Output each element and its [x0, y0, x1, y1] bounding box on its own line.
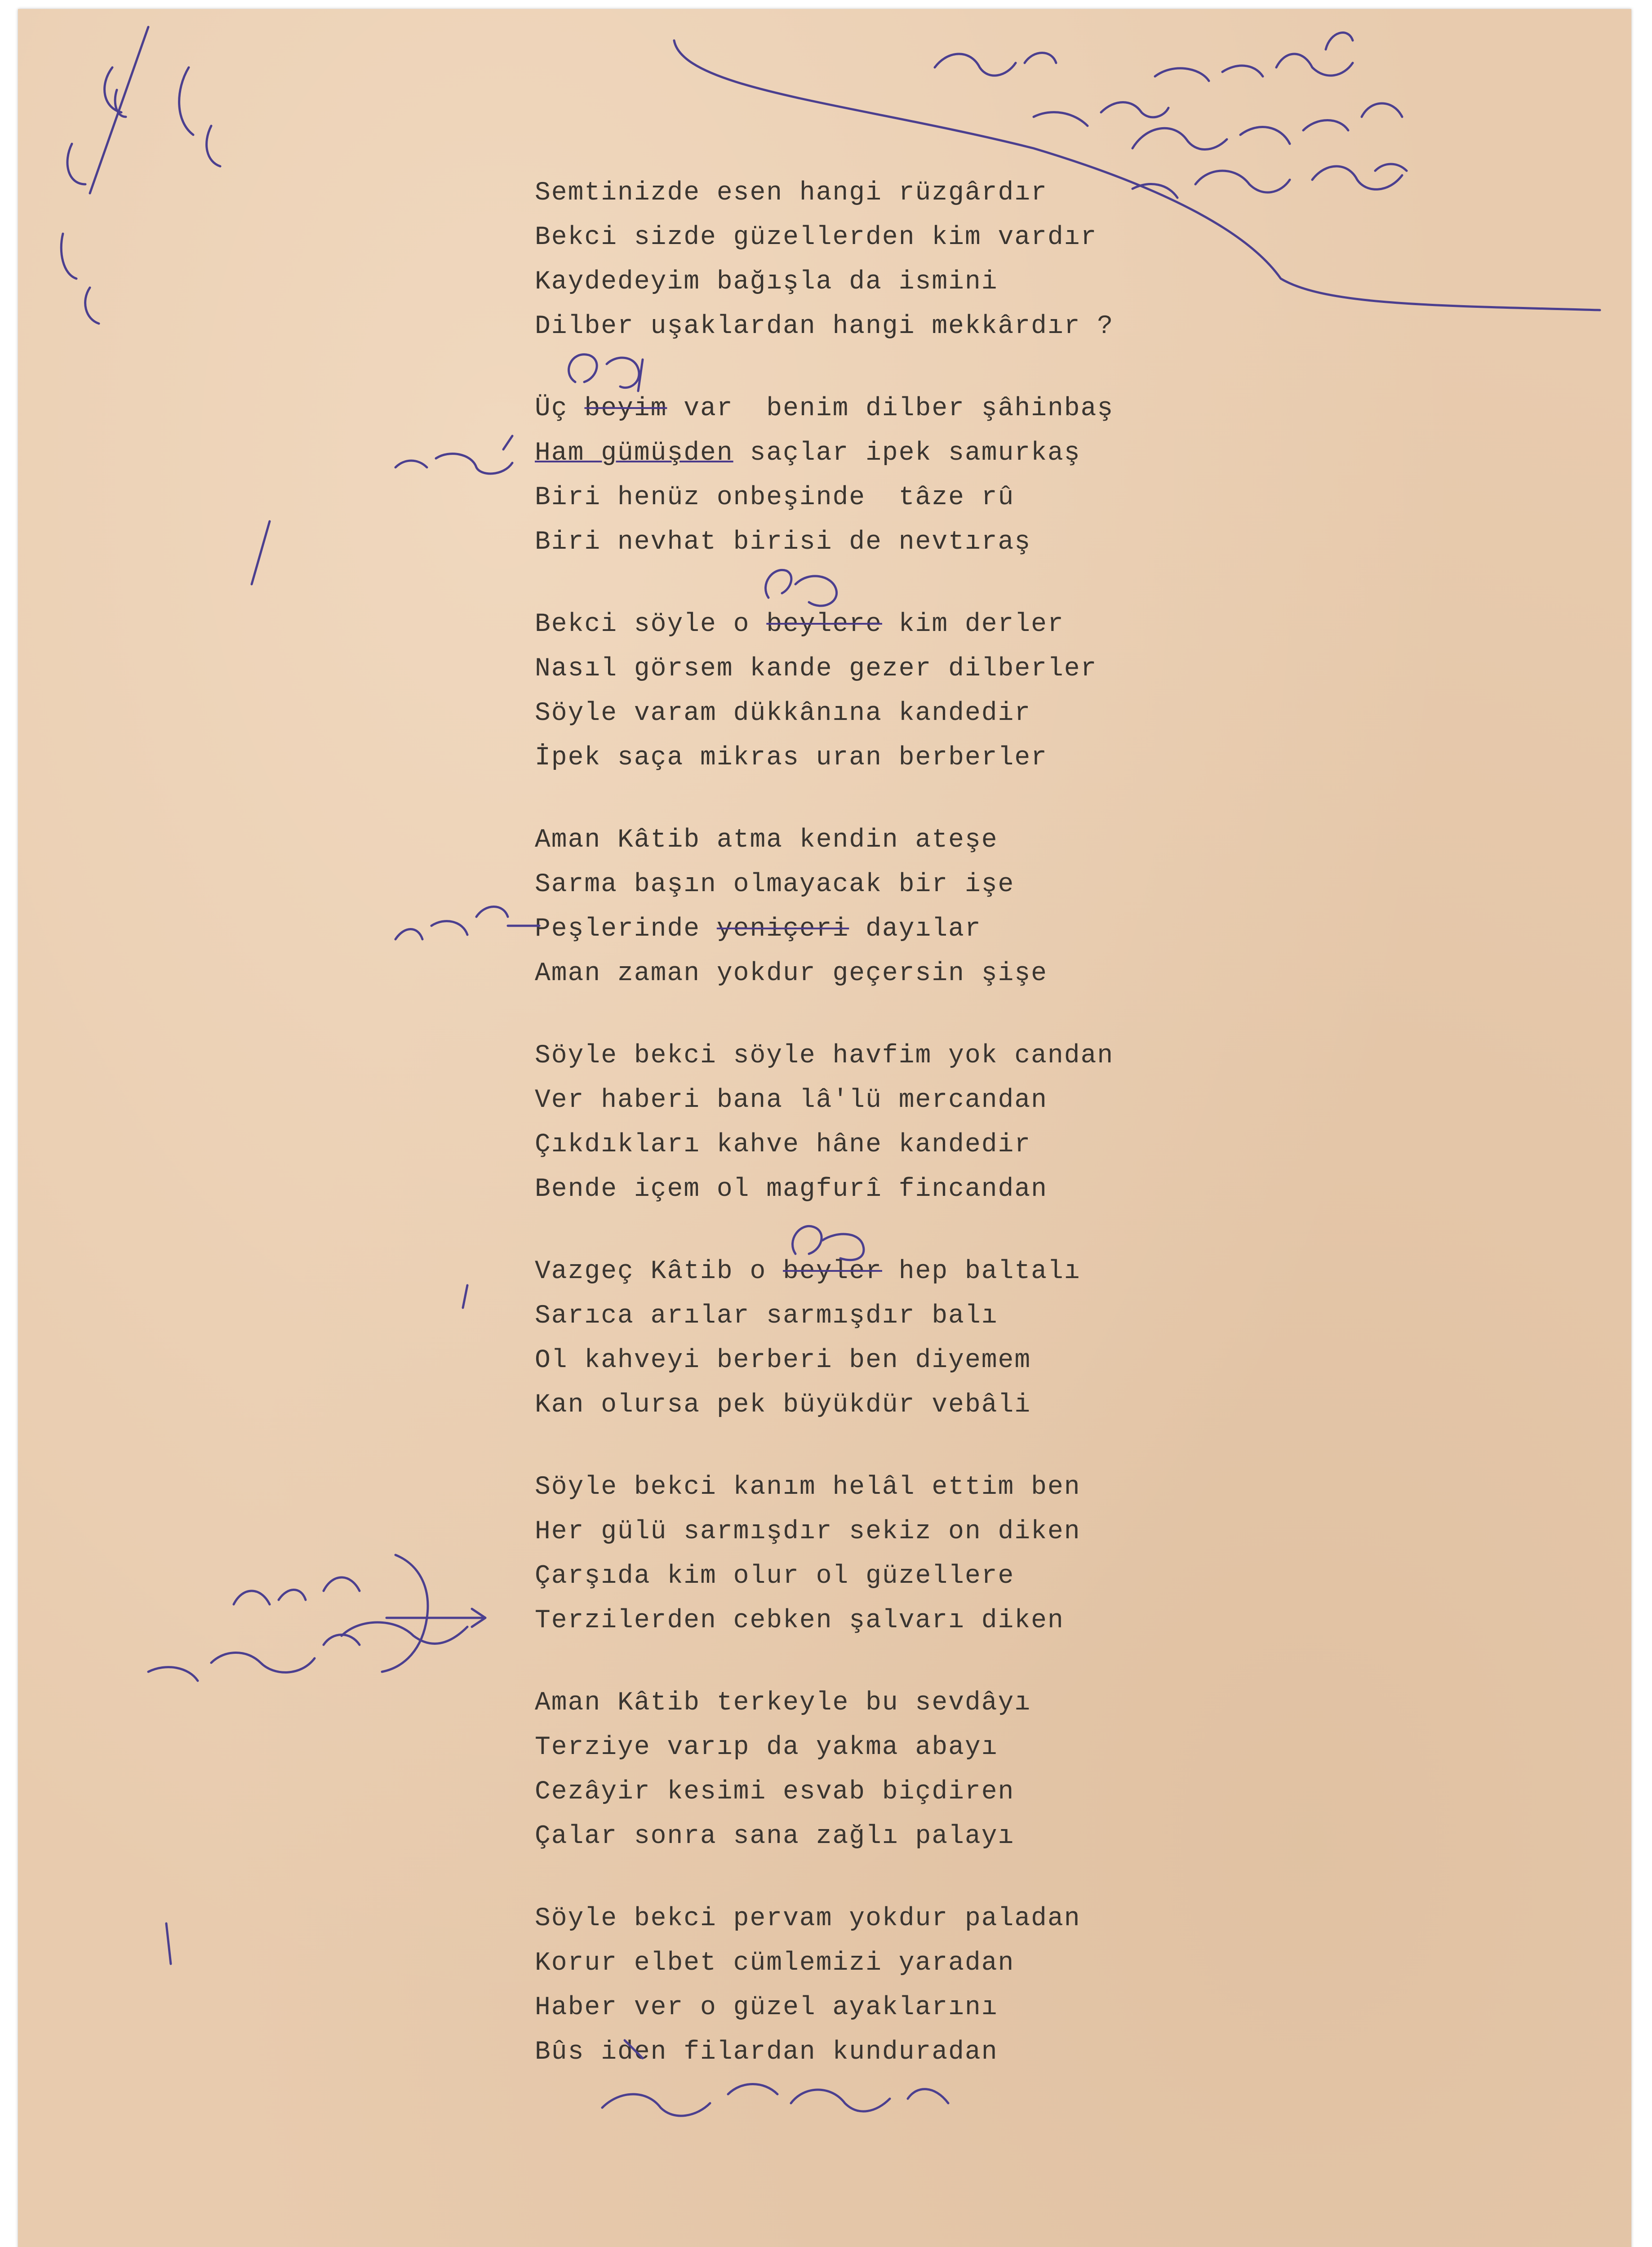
line-text: hep baltalı	[882, 1257, 1081, 1286]
poem-line: Semtinizde esen hangi rüzgârdır	[535, 178, 1048, 208]
poem-line: Terzilerden cebken şalvarı diken	[535, 1606, 1064, 1635]
poem-line: Korur elbet cümlemizi yaradan	[535, 1949, 1015, 1978]
poem-line: Biri henüz onbeşinde tâze rû	[535, 483, 1015, 512]
poem-line: Sarma başın olmayacak bir işe	[535, 870, 1015, 899]
margin-tick-1	[252, 521, 270, 584]
poem-line: Söyle bekci kanım helâl ettim ben	[535, 1473, 1081, 1502]
annotation-left-top	[61, 27, 220, 324]
poem-line: İpek saça mikras uran berberler	[535, 743, 1048, 773]
correction-beyim	[569, 355, 643, 391]
annotation-top-right-scribbles	[935, 33, 1407, 198]
arrow-icon	[386, 1609, 485, 1627]
poem-line: Aman Kâtib terkeyle bu sevdâyı	[535, 1688, 1031, 1718]
line-text: saçlar ipek samurkaş	[733, 439, 1081, 468]
underlined-phrase: Ham gümüşden	[535, 439, 733, 468]
struck-word: beyler	[783, 1257, 882, 1286]
struck-word: beyim	[584, 394, 667, 423]
margin-note-yeniceri	[395, 907, 539, 940]
poem-line: Ver haberi bana lâ'lü mercandan	[535, 1086, 1048, 1115]
line-text: Peşlerinde	[535, 915, 717, 944]
annotation-arc-top	[674, 40, 1600, 310]
poem-line: Söyle bekci pervam yokdur paladan	[535, 1904, 1081, 1933]
poem-line: Bekci sizde güzellerden kim vardır	[535, 223, 1097, 252]
margin-tick-2	[463, 1285, 467, 1308]
poem-line: Biri nevhat birisi de nevtıraş	[535, 528, 1031, 557]
poem-line: Bende içem ol magfurî fincandan	[535, 1175, 1048, 1204]
poem-line: Sarıca arılar sarmışdır balı	[535, 1301, 998, 1331]
annotation-arrow-note	[148, 1555, 485, 1681]
struck-word: yeniçeri	[716, 915, 849, 944]
poem-line: Aman zaman yokdur geçersin şişe	[535, 959, 1048, 988]
poem-line: Her gülü sarmışdır sekiz on diken	[535, 1517, 1081, 1546]
margin-note-ham	[395, 436, 512, 474]
poem-line: Çıkdıkları kahve hâne kandedir	[535, 1130, 1031, 1159]
line-text: Vazgeç Kâtib o	[535, 1257, 783, 1286]
poem-line: Haber ver o güzel ayaklarını	[535, 1993, 998, 2022]
poem-line: Çalar sonra sana zağlı palayı	[535, 1822, 1015, 1851]
poem-line: Çarşıda kim olur ol güzellere	[535, 1562, 1015, 1591]
poem-line: Kan olursa pek büyükdür vebâli	[535, 1390, 1031, 1420]
line-text: dayılar	[849, 915, 981, 944]
poem-line: Nasıl görsem kande gezer dilberler	[535, 654, 1097, 684]
poem-line: Terziye varıp da yakma abayı	[535, 1733, 998, 1762]
poem-line: Ol kahveyi berberi ben diyemem	[535, 1346, 1031, 1375]
line-text: Üç	[535, 394, 585, 423]
poem-line: Kaydedeyim bağışla da ismini	[535, 267, 998, 297]
poem-line: Dilber uşaklardan hangi mekkârdır ?	[535, 312, 1114, 341]
poem-line: Söyle bekci söyle havfim yok candan	[535, 1041, 1114, 1070]
correction-beylere	[766, 570, 837, 606]
annotation-bottom	[602, 2040, 948, 2116]
correction-beyler	[793, 1226, 864, 1260]
line-text: Bekci söyle o	[535, 610, 767, 639]
margin-tick-3	[166, 1923, 171, 1964]
poem-line: Söyle varam dükkânına kandedir	[535, 699, 1031, 728]
poem-line: Aman Kâtib atma kendin ateşe	[535, 826, 998, 855]
poem-line: Bûs iden filardan kunduradan	[535, 2038, 998, 2067]
line-text: kim derler	[882, 610, 1064, 639]
poem-line: Cezâyir kesimi esvab biçdiren	[535, 1777, 1015, 1807]
struck-word: beylere	[766, 610, 882, 639]
line-text: var benim dilber şâhinbaş	[667, 394, 1114, 423]
